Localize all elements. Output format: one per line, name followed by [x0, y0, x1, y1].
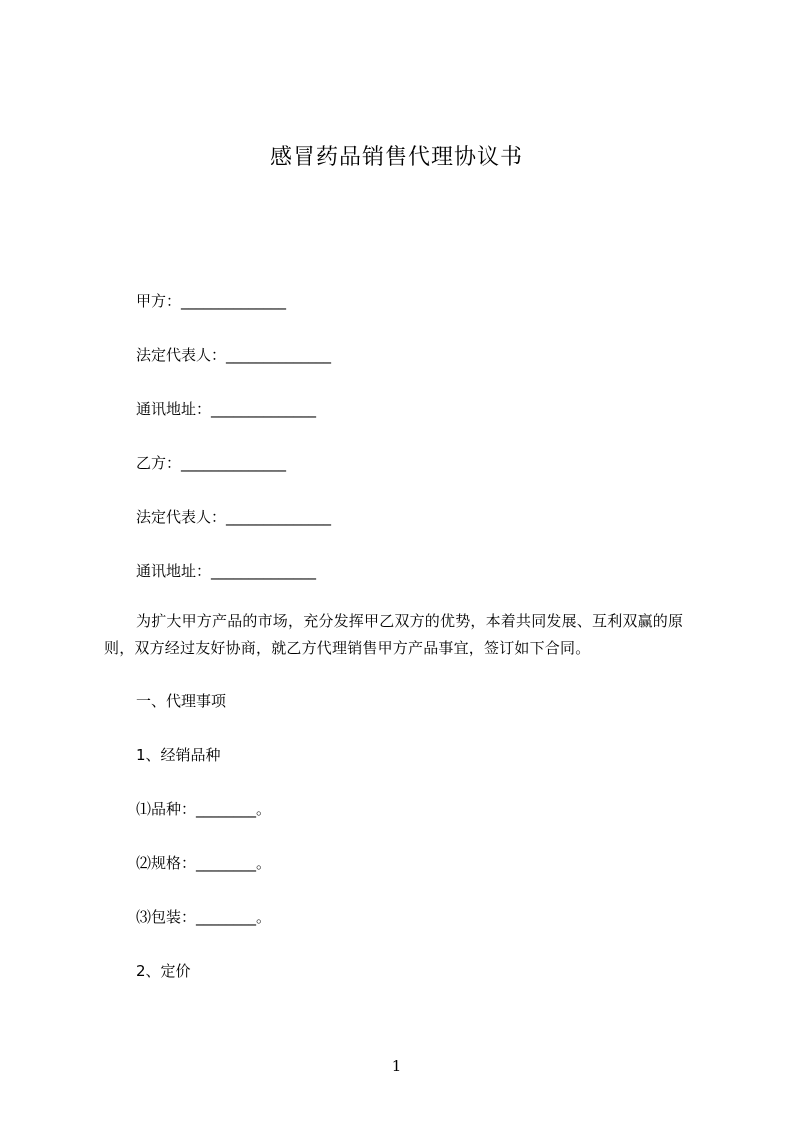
party-b-representative-field: 法定代表人：______________ — [136, 508, 332, 526]
intro-paragraph: 为扩大甲方产品的市场，充分发挥甲乙双方的优势，本着共同发展、互利双赢的原则，双方经过友好协商，就乙方代理销售甲方产品事宜，签订如下合同。 — [104, 612, 684, 657]
item-heading-pricing: 2、定价 — [136, 962, 191, 980]
party-a-address-field: 通讯地址：______________ — [136, 400, 317, 418]
document-title: 感冒药品销售代理协议书 — [269, 145, 523, 170]
item-heading-product-variety: 1、经销品种 — [136, 746, 221, 764]
section-heading-agency-matters: 一、代理事项 — [136, 692, 227, 710]
item-variety-field: ⑴品种：________。 — [136, 800, 272, 818]
party-b-field: 乙方：______________ — [136, 454, 287, 472]
party-a-field: 甲方：______________ — [136, 292, 287, 310]
page-number: 1 — [391, 1057, 402, 1075]
item-specification-field: ⑵规格：________。 — [136, 854, 272, 872]
item-packaging-field: ⑶包装：________。 — [136, 908, 272, 926]
party-b-address-field: 通讯地址：______________ — [136, 562, 317, 580]
party-a-representative-field: 法定代表人：______________ — [136, 346, 332, 364]
